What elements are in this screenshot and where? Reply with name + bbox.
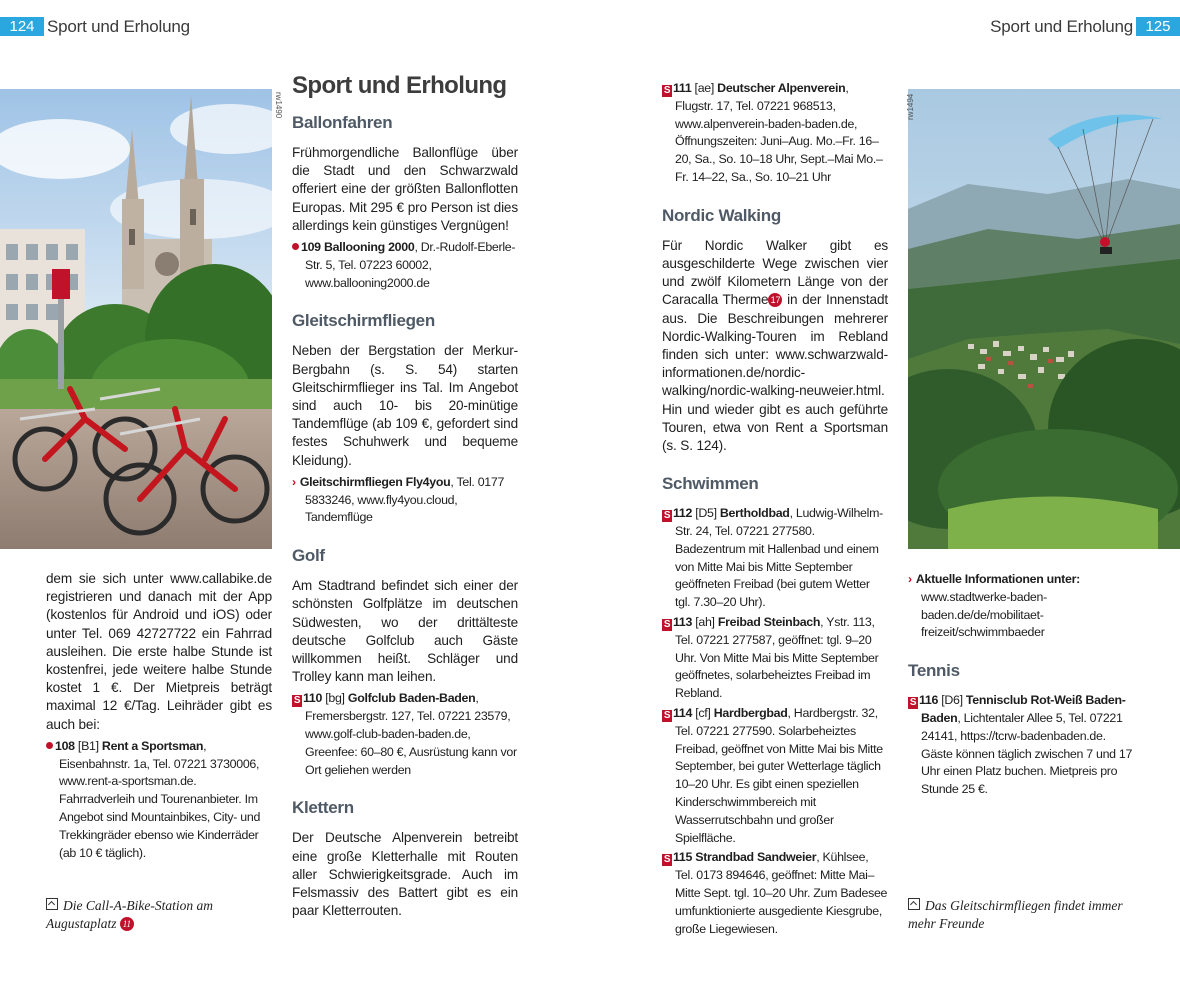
caption-left: Die Call-A-Bike-Station am Augustaplatz 11: [46, 898, 213, 931]
chevron-right-icon: ›: [292, 474, 296, 489]
s-badge-icon: S: [293, 695, 301, 707]
photo-paraglider: [908, 89, 1180, 549]
heading-ballonfahren: Ballonfahren: [292, 113, 393, 132]
red-dot-icon: [292, 243, 299, 250]
entry-108: 108 [B1] Rent a Sportsman, Eisenbahnstr. 1a, Tel. 07221 3730006, www.rent-a-sportsman.de. Fahrradverleih und Tourenanbieter. Im Angebot sind Mountainbikes, City- und Trekkingräder ebenso wie Kinderräder (ab 10 € täglich).: [46, 738, 272, 863]
gleit-paragraph: Neben der Bergstation der Merkur-Bergbahn (s. S. 54) starten Gleitschirmflieger ins Tal. Im Angebot sind auch 10- bis 20-minütige Tandemflüge (ab 109 €, gefordert sind festes Schuhwerk und bequeme Kleidung).: [292, 343, 518, 468]
entry-114: S 114 [cf] Hardbergbad, Hardbergstr. 32, Tel. 07221 277590. Solarbeheiztes Freibad, geöffnet von Mitte Mai bis Mitte September, bei guter Wetterlage täglich 10–20 Uhr. Es gibt einen speziellen Kinderschwimmbereich mit Wasserrutschbahn und großer Spielfläche.: [663, 705, 883, 845]
caption-arrow-icon: [908, 898, 920, 910]
church-bikes-illustration: [0, 89, 272, 549]
map-marker-icon: 17: [768, 293, 782, 307]
entry-115: S 115 Strandbad Sandweier, Kühlsee, Tel. 0173 894646, geöffnet: Mitte Mai–Mitte Sept. tgl. 10–20 Uhr. Zum Badesee umfunktionierte ausgediente Kiesgrube, große Liegewiesen.: [663, 850, 888, 936]
entry-110: S 110 [bg] Golfclub Baden-Baden, Fremersbergstr. 127, Tel. 07221 23579, www.golf-club-baden-baden.de, Greenfee: 60–80 €, Ausrüstung kann vor Ort geliehen werden: [293, 691, 517, 777]
page-number-left: 124: [0, 17, 44, 36]
red-dot-icon: [46, 742, 53, 749]
entry-113: S 113 [ah] Freibad Steinbach, Ystr. 113, Tel. 07221 277587, geöffnet: tgl. 9–20 Uhr. Von Mitte Mai bis Mitte September geöffnetes, solarbeheiztes Freibad im Rebland.: [663, 615, 879, 701]
s-badge-icon: S: [909, 697, 917, 709]
photo-credit-right: rw1494: [906, 93, 915, 120]
entry-schwimmbaeder-info: › Aktuelle Informationen unter: www.stadtwerke-baden-baden.de/de/mobilitaet-freizeit/schwimmbaeder: [908, 572, 1080, 640]
ballon-paragraph: Frühmorgendliche Ballonflüge über die Stadt und den Schwarzwald offeriert eine der größten Ballonflotten Europas. Mit 295 € pro Person ist dies allerdings kein günstiges Vergnügen!: [292, 145, 518, 233]
heading-golf: Golf: [292, 546, 325, 566]
caption-right: Das Gleitschirmfliegen findet immer mehr Freunde: [908, 898, 1123, 931]
map-marker-icon: 11: [120, 917, 134, 931]
running-title-right: Sport und Erholung: [990, 17, 1133, 36]
photo-credit-left: rw1490: [274, 92, 283, 119]
entry-fly4you: › Gleitschirmfliegen Fly4you, Tel. 0177 5833246, www.fly4you.cloud, Tandemflüge: [292, 474, 505, 525]
heading-klettern: Klettern: [292, 798, 354, 818]
s-badge-icon: S: [663, 85, 671, 96]
s-badge-icon: S: [663, 619, 671, 630]
chevron-right-icon: ›: [908, 572, 912, 586]
nordic-paragraph: Für Nordic Walker gibt es ausgeschilderte Wege zwischen vier und zwölf Kilometern Länge von der Caracalla Therme 17 in der Innenstadt aus. Die Beschreibungen mehrerer Nordic-Walking-Touren im Rebland finden sich unter: www.schwarzwald-informationen.de/nordic-walking/nordic-walking-neuweier.html. Hin und wieder gibt es auch geführte Touren, etwa von Rent a Sportsman (s. S. 124).: [662, 237, 888, 454]
running-title-left: Sport und Erholung: [47, 17, 190, 36]
entry-112: S 112 [D5] Bertholdbad, Ludwig-Wilhelm-Str. 24, Tel. 07221 277580. Badezentrum mit Hallenbad und einem von Mitte Mai bis Mitte September geöffneten Freibad (bei gutem Wetter tgl. 7.30–20 Uhr).: [663, 506, 883, 610]
golf-paragraph: Am Stadtrand befindet sich einer der schönsten Golfplätze im deutschen Südwesten, wo der drittälteste deutsche Golfclub auch Gäste willkommen heißt. Schläger und Trolley kann man leihen.: [292, 578, 518, 685]
bike-rental-paragraph: dem sie sich unter www.callabike.de registrieren und danach mit der App (kostenlos für Android und iOS) oder unter Tel. 069 42727722 ein Fahrrad ausleihen. Die erste halbe Stunde ist kostenfrei, jede weitere halbe Stunde kostet 1 €. Der Mietpreis beträgt maximal 12 €/Tag. Leihräder gibt es auch bei:: [46, 571, 272, 732]
s-badge-icon: S: [663, 510, 671, 522]
entry-111: S 111 [ae] Deutscher Alpenverein, Flugstr. 17, Tel. 07221 968513, www.alpenverein-baden-baden.de, Öffnungszeiten: Juni–Aug. Mo.–Fr. 16–20, Sa., So. 10–18 Uhr, Sept.–Mai Mo.–Fr. 14–22, Sa., So. 10–21 Uhr: [663, 81, 883, 184]
photo-call-a-bike-station: [0, 89, 272, 549]
entry-109: 109 Ballooning 2000, Dr.-Rudolf-Eberle-Str. 5, Tel. 07223 60002, www.ballooning2000.de: [292, 239, 518, 292]
section-title: Sport und Erholung: [292, 72, 507, 99]
s-badge-icon: S: [663, 709, 671, 721]
right-middle-column: [662, 80, 888, 940]
page-number-right: 125: [1136, 17, 1180, 36]
entry-116: S 116 [D6] Tennisclub Rot-Weiß Baden-Baden, Lichtentaler Allee 5, Tel. 07221 24141, https://tcrw-badenbaden.de. Gäste können täglich zwischen 7 und 17 Uhr einen Platz buchen. Mietpreis pro Stunde 25 €.: [909, 693, 1133, 797]
middle-column: [292, 72, 518, 924]
s-badge-icon: S: [663, 854, 671, 866]
right-column: [908, 571, 1134, 801]
heading-nordic-walking: Nordic Walking: [662, 205, 781, 225]
klettern-paragraph: Der Deutsche Alpenverein betreibt eine große Kletterhalle mit Routen aller Schwierigkeitsgrade. Auch im Felsmassiv des Battert gibt es ein paar Kletterrouten.: [292, 830, 518, 919]
left-column: [46, 570, 272, 864]
caption-arrow-icon: [46, 898, 58, 910]
heading-schwimmen: Schwimmen: [662, 474, 759, 494]
heading-gleitschirmfliegen: Gleitschirmfliegen: [292, 311, 435, 331]
heading-tennis: Tennis: [908, 661, 960, 681]
paraglider-illustration: [908, 89, 1180, 549]
